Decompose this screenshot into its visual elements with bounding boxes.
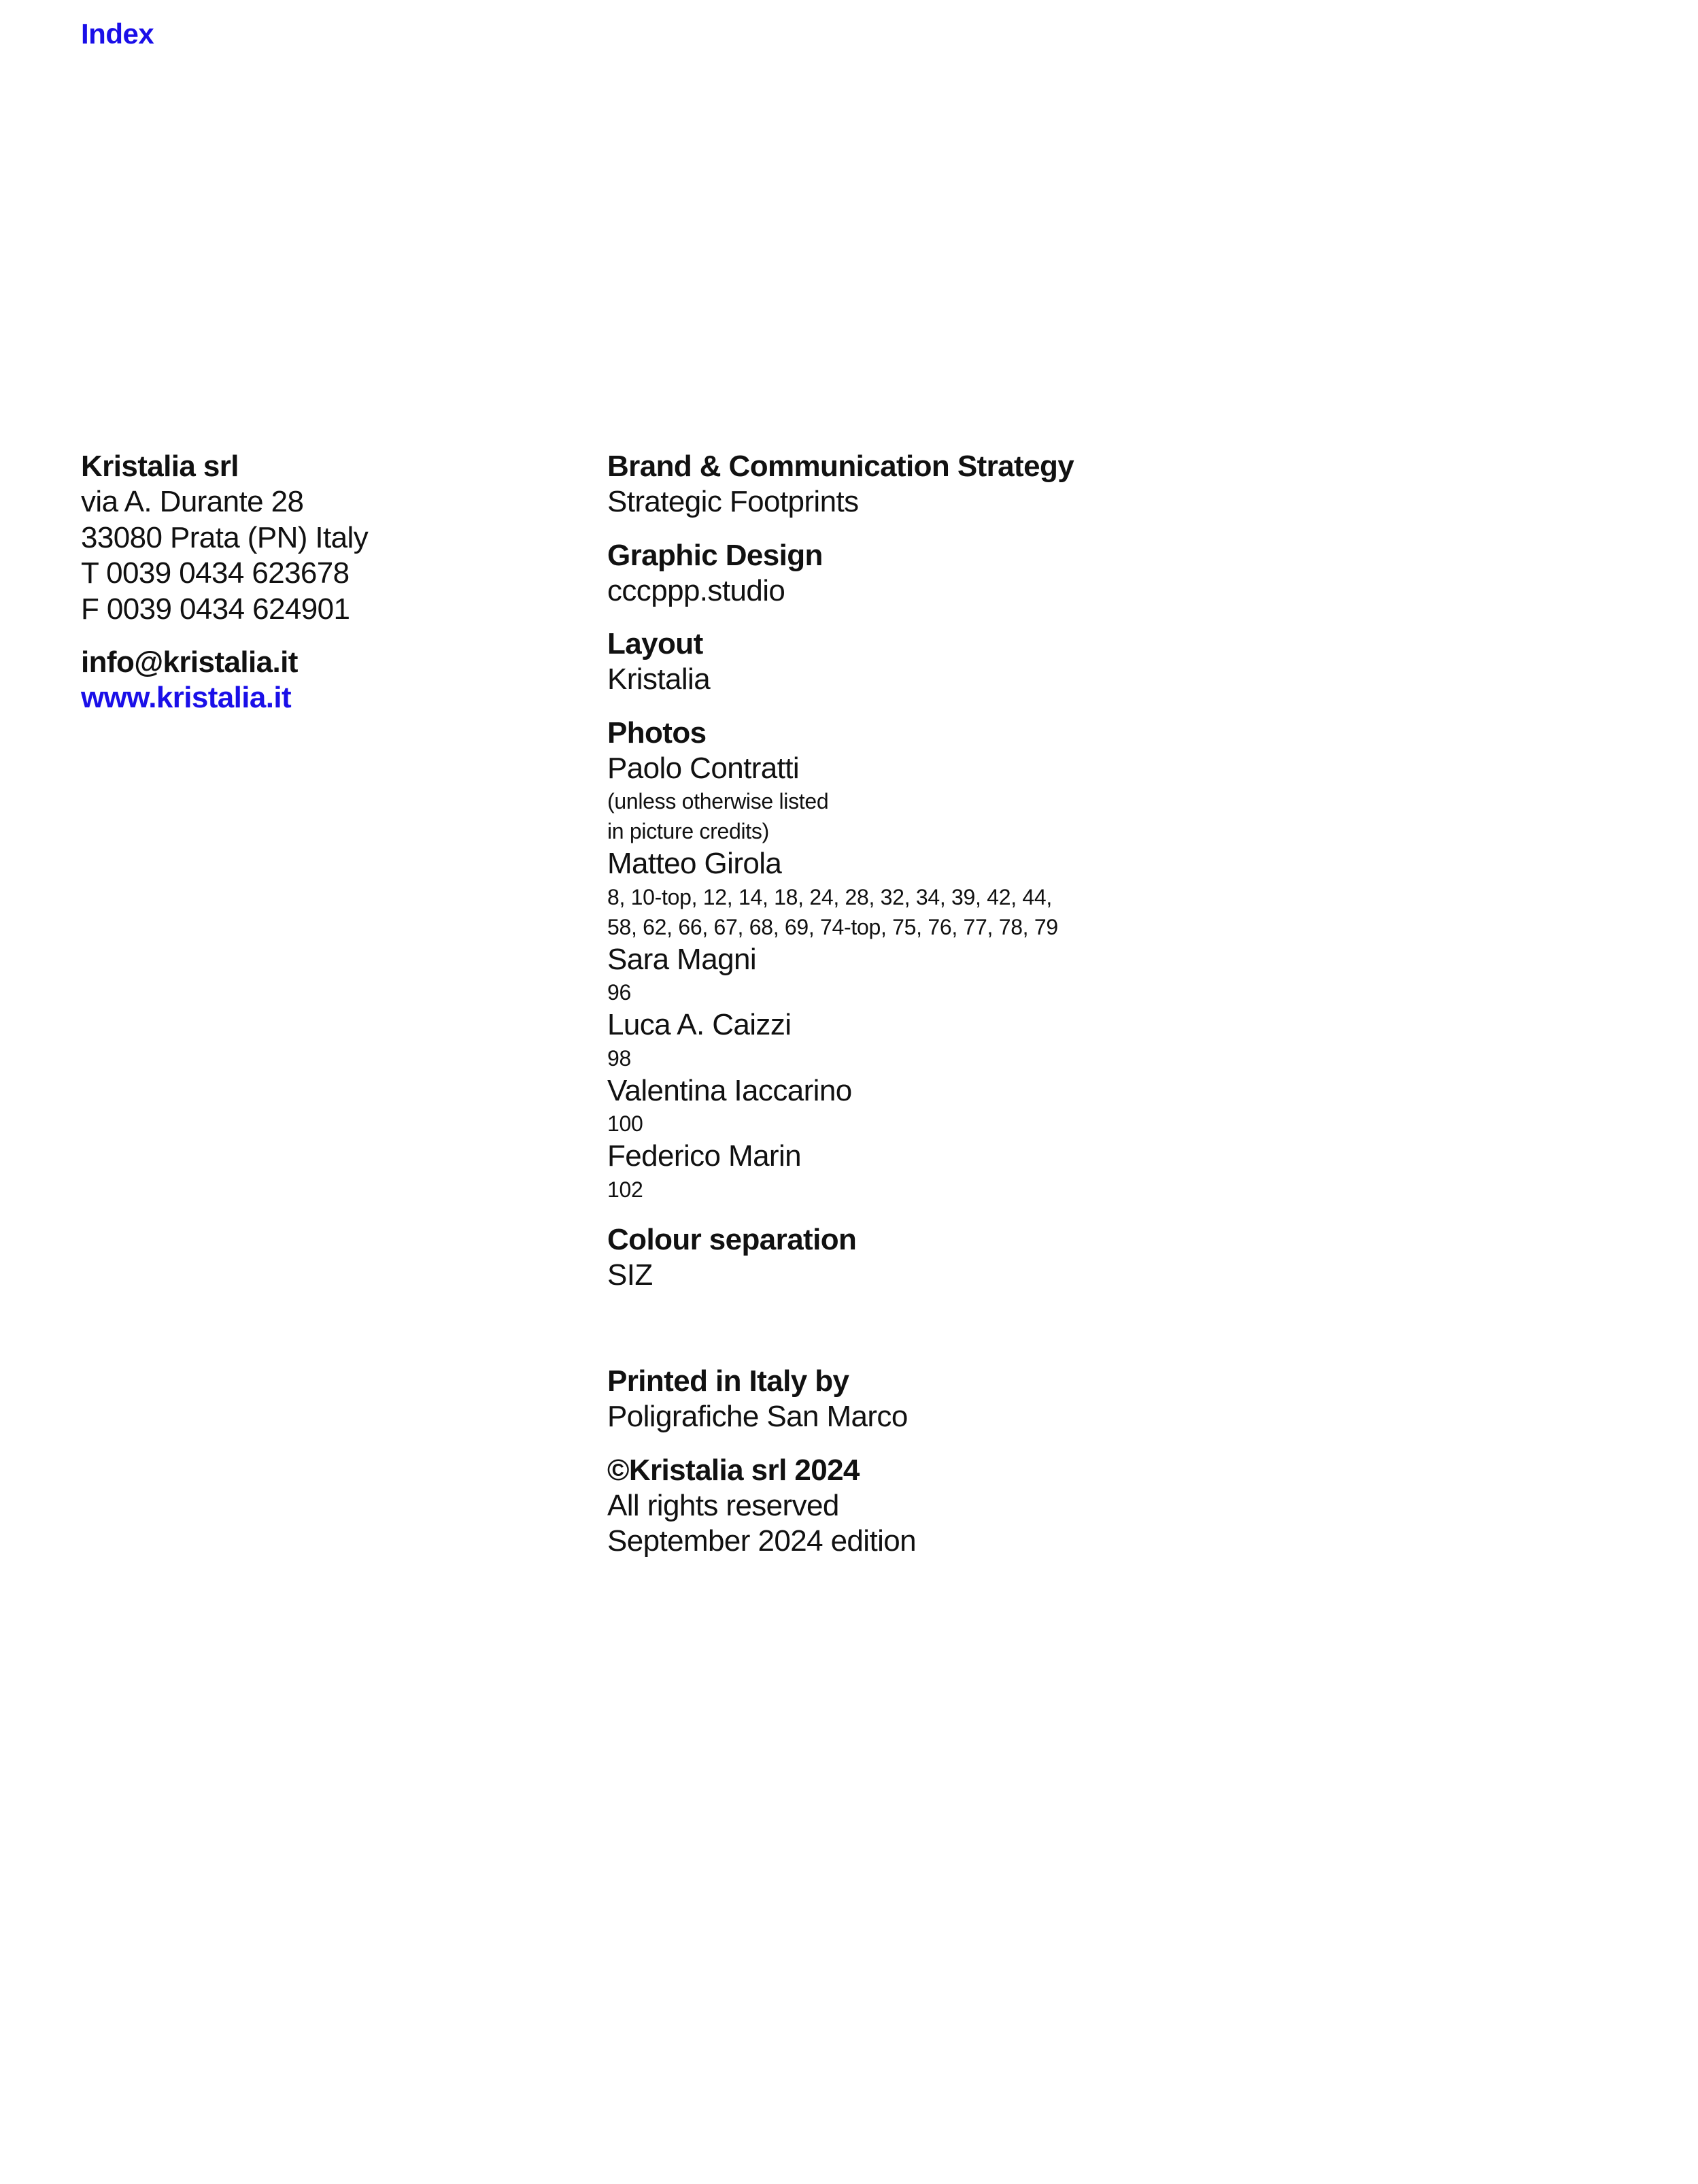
- photographer-name: Paolo Contratti: [607, 751, 800, 785]
- photographer-pages: 96: [607, 980, 631, 1005]
- address-line-1: via A. Durante 28: [81, 485, 304, 518]
- photographer-name: Sara Magni: [607, 942, 757, 976]
- company-name: Kristalia srl: [81, 450, 239, 483]
- photographer-name: Federico Marin: [607, 1139, 802, 1173]
- layout-heading: Layout: [607, 627, 703, 660]
- brand-heading: Brand & Communication Strategy: [607, 450, 1074, 483]
- photographer-pages: 100: [607, 1111, 643, 1136]
- edition-date: September 2024 edition: [607, 1524, 917, 1558]
- photos-heading: Photos: [607, 716, 707, 750]
- graphic-design-value: cccppp.studio: [607, 573, 785, 607]
- photographer-pages: 8, 10-top, 12, 14, 18, 24, 28, 32, 34, 39, 42, 44,: [607, 884, 1052, 909]
- photographer-name: Valentina Iaccarino: [607, 1073, 852, 1107]
- index-link[interactable]: Index: [81, 18, 154, 50]
- credits-block: [607, 449, 1355, 1560]
- brand-value: Strategic Footprints: [607, 485, 859, 518]
- printed-heading: Printed in Italy by: [607, 1364, 849, 1398]
- photographer-pages: 98: [607, 1045, 631, 1071]
- rights-reserved: All rights reserved: [607, 1488, 839, 1522]
- photographer-detail: in picture credits): [607, 819, 769, 843]
- layout-value: Kristalia: [607, 662, 711, 696]
- email-link[interactable]: info@kristalia.it: [81, 645, 298, 679]
- website-link[interactable]: www.kristalia.it: [81, 681, 292, 714]
- photographer-detail: (unless otherwise listed: [607, 789, 829, 813]
- graphic-design-heading: Graphic Design: [607, 538, 823, 572]
- printer-name: Poligrafiche San Marco: [607, 1400, 908, 1433]
- copyright-heading: ©Kristalia srl 2024: [607, 1453, 860, 1487]
- photographer-name: Luca A. Caizzi: [607, 1008, 792, 1041]
- colour-separation-value: SIZ: [607, 1258, 653, 1292]
- colour-separation-heading: Colour separation: [607, 1222, 857, 1256]
- photographer-pages: 58, 62, 66, 67, 68, 69, 74-top, 75, 76, 77, 78, 79: [607, 914, 1058, 939]
- fax-number: F 0039 0434 624901: [81, 592, 350, 626]
- photographer-name: Matteo Girola: [607, 847, 782, 880]
- company-contact-block: [81, 449, 557, 716]
- address-line-2: 33080 Prata (PN) Italy: [81, 520, 369, 554]
- phone-number: T 0039 0434 623678: [81, 556, 350, 590]
- photographer-pages: 102: [607, 1177, 643, 1202]
